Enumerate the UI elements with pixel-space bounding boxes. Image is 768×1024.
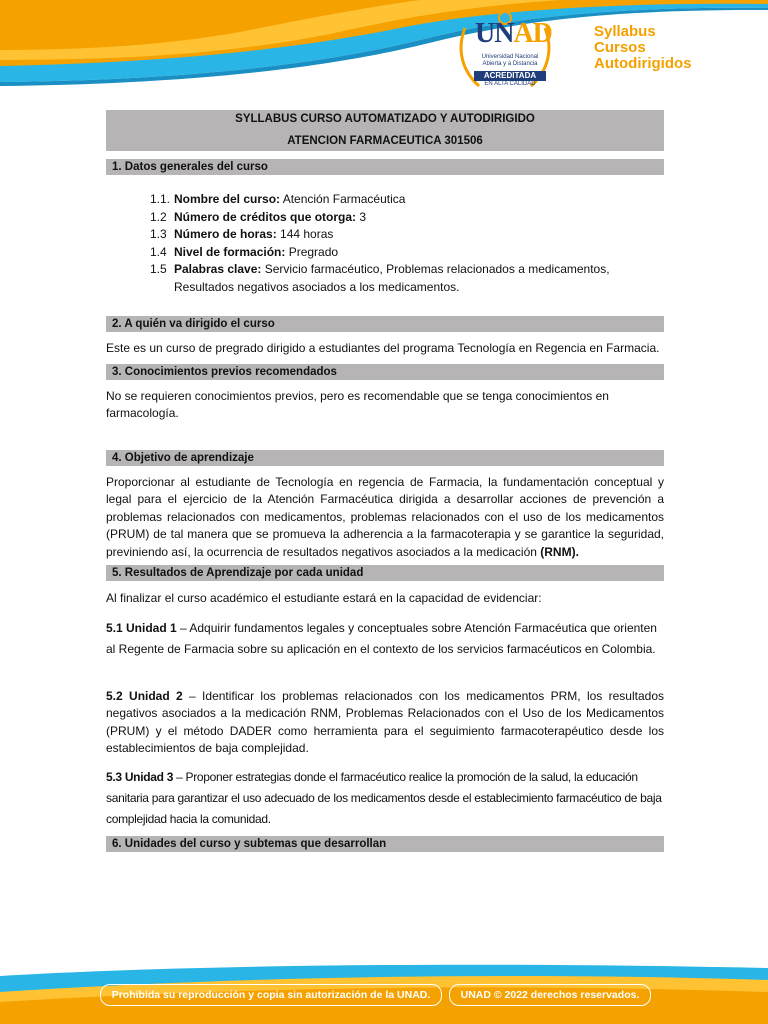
doc-title: SYLLABUS CURSO AUTOMATIZADO Y AUTODIRIGIDO bbox=[235, 113, 535, 125]
section-2-text: Este es un curso de pregrado dirigido a estudiantes del programa Tecnología en Regencia en Farmacia. bbox=[106, 341, 660, 355]
logo-high-quality: EN ALTA CALIDAD bbox=[484, 81, 536, 87]
section-4-text: Proporcionar al estudiante de Tecnología en regencia de Farmacia, la fundamentación conceptual y legal para el ejercicio de la Atención Farmacéutica dirigida a desarrollar acciones de prevención a problemas relacionados con medicamentos, problemas relacionados con el uso de los medicamentos (PRUM) de tal manera que se promueva la adherencia a la farmacoterapia y se garantice la seguridad, previniendo así, la ocurrencia de resultados negativos asociados a la medicación (RNM). bbox=[106, 474, 664, 559]
list-item: 1.4 Nivel de formación: Pregrado bbox=[150, 244, 339, 259]
page-footer bbox=[0, 962, 768, 1024]
document-body bbox=[106, 110, 664, 852]
title-block bbox=[106, 110, 664, 151]
rights-notice: UNAD © 2022 derechos reservados. bbox=[449, 984, 651, 1006]
logo-accredited: ACREDITADA bbox=[474, 71, 546, 81]
course-data-list bbox=[150, 191, 664, 296]
section-6-heading: 6. Unidades del curso y subtemas que desarrollan bbox=[106, 836, 664, 852]
section-4-heading: 4. Objetivo de aprendizaje bbox=[106, 450, 664, 466]
list-item: 1.5 Palabras clave: Servicio farmacéutico, Problemas relacionados a medicamentos, Resultados negativos asociados a los medicamentos. bbox=[150, 262, 610, 294]
list-item: 1.1. Nombre del curso: Atención Farmacéutica bbox=[150, 192, 406, 206]
unit-3-outcome: 5.3 Unidad 3 – Proponer estrategias donde el farmacéutico realice la promoción de la salud, la educación sanitaria para garantizar el uso adecuado de los medicamentos desde el establecimiento farmacéutico de baja complejidad hacia la comunidad. bbox=[106, 769, 662, 826]
logo-subtitle: Universidad Nacional Abierta y a Distancia bbox=[481, 54, 539, 67]
course-title: ATENCION FARMACEUTICA 301506 bbox=[287, 135, 483, 147]
list-item: 1.2 Número de créditos que otorga: 3 bbox=[150, 209, 367, 224]
section-5-intro: Al finalizar el curso académico el estudiante estará en la capacidad de evidenciar: bbox=[106, 591, 542, 605]
list-item: 1.3 Número de horas: 144 horas bbox=[150, 227, 334, 241]
unit-1-outcome: 5.1 Unidad 1 – Adquirir fundamentos legales y conceptuales sobre Atención Farmacéutica que orienten al Regente de Farmacia sobre su aplicación en el contexto de los servicios farmacéuticos en Colombia. bbox=[106, 620, 657, 656]
section-3-text: No se requieren conocimientos previos, pero es recomendable que se tenga conocimientos en farmacología. bbox=[106, 388, 609, 420]
page-header bbox=[0, 0, 768, 100]
section-5-heading: 5. Resultados de Aprendizaje por cada unidad bbox=[106, 565, 664, 581]
unit-2-outcome: 5.2 Unidad 2 – Identificar los problemas relacionados con los medicamentos PRM, los resultados negativos asociados a la medicación RNM, Problemas Relacionados con el Uso de los Medicamentos (PRUM) y el método DADER como herramienta para el seguimiento farmacoterapéutico desde los establecimientos de baja complejidad. bbox=[106, 688, 664, 755]
section-3-heading: 3. Conocimientos previos recomendados bbox=[106, 364, 664, 380]
copyright-notice: Prohibida su reproducción y copia sin autorización de la UNAD. bbox=[100, 984, 442, 1006]
logo-wordmark: UNAD bbox=[475, 18, 552, 49]
section-2-heading: 2. A quién va dirigido el curso bbox=[106, 316, 664, 332]
brand-title: Syllabus Cursos Autodirigidos bbox=[594, 23, 692, 72]
section-1-heading: 1. Datos generales del curso bbox=[106, 159, 664, 175]
